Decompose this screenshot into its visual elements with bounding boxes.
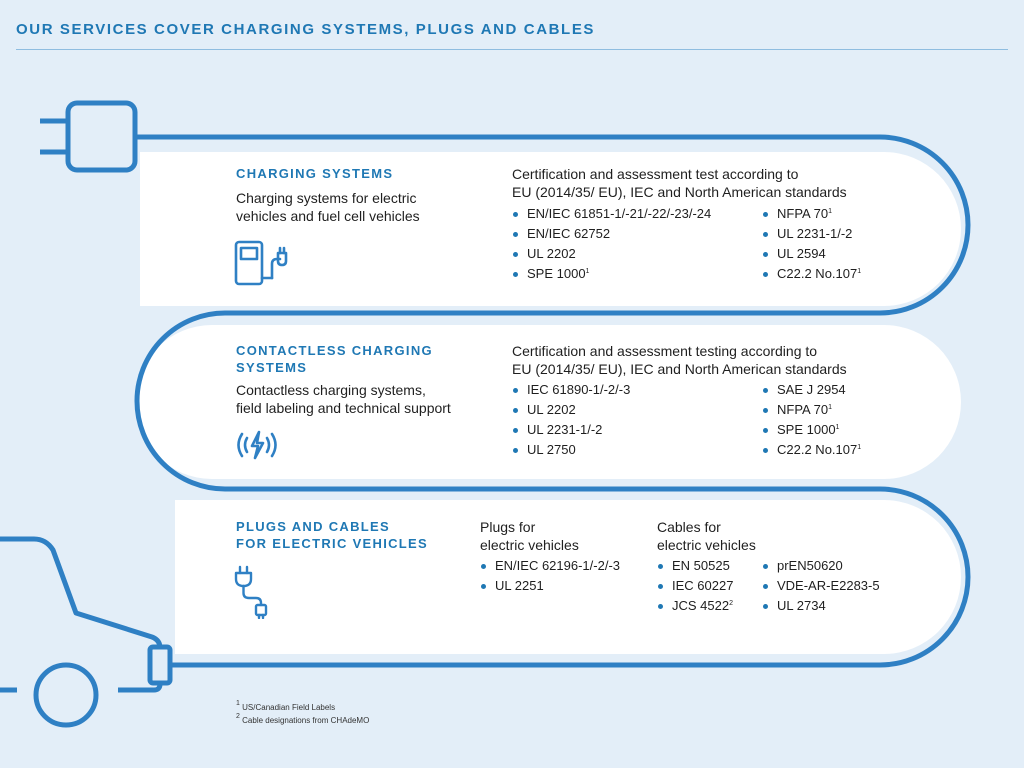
list-item — [480, 576, 620, 596]
heading-line: CONTACTLESS CHARGING — [236, 343, 433, 358]
title-divider — [16, 49, 1008, 50]
footnote-ref: 1 — [835, 424, 840, 431]
intro-line: Certification and assessment test according to — [512, 166, 799, 182]
standard-name: IEC 61890-1/-2/-3 — [527, 382, 631, 397]
standards-list-left — [512, 204, 711, 284]
standard-name: UL 2202 — [527, 402, 576, 417]
standard-name: UL 2734 — [777, 598, 826, 613]
intro-line: Plugs for — [480, 519, 536, 535]
list-item — [762, 264, 861, 284]
section-heading — [236, 342, 506, 376]
list-item — [762, 440, 861, 460]
description-line: vehicles and fuel cell vehicles — [236, 208, 420, 224]
wireless-charging-icon — [232, 428, 282, 462]
section-plugs-cables — [236, 518, 466, 552]
section-intro — [512, 342, 847, 378]
standards-list-right — [762, 380, 861, 460]
standard-name: C22.2 No.107 — [777, 266, 858, 281]
standard-name: IEC 60227 — [672, 578, 734, 593]
standard-name: NFPA 70 — [777, 402, 829, 417]
section-intro — [512, 165, 847, 201]
standard-name: UL 2251 — [495, 578, 544, 593]
list-item — [657, 556, 733, 576]
standard-name: NFPA 70 — [777, 206, 829, 221]
cables-list-right — [762, 556, 880, 616]
footnote-ref: 1 — [857, 268, 862, 275]
footnote-number: 1 — [236, 700, 240, 707]
standard-name: EN/IEC 61851-1/-21/-22/-23/-24 — [527, 206, 712, 221]
standard-name: UL 2594 — [777, 246, 826, 261]
standard-name: JCS 4522 — [672, 598, 730, 613]
standard-name: UL 2202 — [527, 246, 576, 261]
list-item — [762, 244, 861, 264]
description-line: Charging systems for electric — [236, 190, 417, 206]
section-heading — [236, 518, 466, 552]
section-contactless-charging — [236, 342, 506, 417]
plugs-list — [480, 556, 620, 596]
standard-name: prEN50620 — [777, 558, 843, 573]
list-item — [512, 204, 711, 224]
list-item — [512, 400, 630, 420]
cables-list-left — [657, 556, 733, 616]
description-line: Contactless charging systems, — [236, 382, 426, 398]
standard-name: SAE J 2954 — [777, 382, 846, 397]
list-item — [480, 556, 620, 576]
list-item — [657, 576, 733, 596]
list-item — [762, 400, 861, 420]
intro-line: EU (2014/35/ EU), IEC and North American standards — [512, 361, 847, 377]
standard-name: SPE 1000 — [777, 422, 836, 437]
section-description — [236, 189, 496, 225]
list-item — [512, 440, 630, 460]
plug-cable-icon — [232, 565, 272, 619]
intro-line: Certification and assessment testing according to — [512, 343, 818, 359]
list-item — [512, 244, 711, 264]
standard-name: UL 2231-1/-2 — [527, 422, 603, 437]
footnote-ref: 1 — [857, 444, 862, 451]
section-charging-systems — [236, 165, 496, 225]
heading-line: CHARGING SYSTEMS — [236, 166, 394, 181]
page-title: OUR SERVICES COVER CHARGING SYSTEMS, PLUGS AND CABLES — [16, 21, 596, 38]
standard-name: EN/IEC 62752 — [527, 226, 611, 241]
list-item — [512, 420, 630, 440]
intro-line: electric vehicles — [657, 537, 756, 553]
list-item — [762, 204, 861, 224]
intro-line: Cables for — [657, 519, 721, 535]
standard-name: EN 50525 — [672, 558, 730, 573]
footnote — [236, 713, 370, 726]
footnote-text: US/Canadian Field Labels — [242, 703, 336, 712]
cables-title — [657, 518, 756, 554]
standard-name: EN/IEC 62196-1/-2/-3 — [495, 558, 621, 573]
standards-list-left — [512, 380, 630, 460]
heading-line: FOR ELECTRIC VEHICLES — [236, 536, 428, 551]
description-line: field labeling and technical support — [236, 400, 451, 416]
footnote-ref: 2 — [729, 600, 733, 607]
standard-name: C22.2 No.107 — [777, 442, 858, 457]
list-item — [762, 420, 861, 440]
plugs-title — [480, 518, 579, 554]
heading-line: SYSTEMS — [236, 360, 308, 375]
list-item — [762, 380, 861, 400]
list-item — [512, 380, 630, 400]
footnote-ref: 1 — [828, 208, 832, 215]
footnote-ref: 1 — [585, 268, 590, 275]
standard-name: SPE 1000 — [527, 266, 586, 281]
heading-line: PLUGS AND CABLES — [236, 519, 390, 534]
section-heading — [236, 165, 496, 182]
standard-name: UL 2750 — [527, 442, 576, 457]
standard-name: UL 2231-1/-2 — [777, 226, 853, 241]
footnote-ref: 1 — [828, 404, 832, 411]
footnote — [236, 700, 336, 713]
standard-name: VDE-AR-E2283-5 — [777, 578, 880, 593]
car-graphic — [0, 539, 170, 725]
standards-list-right — [762, 204, 861, 284]
list-item — [657, 596, 733, 616]
list-item — [762, 576, 880, 596]
list-item — [762, 224, 861, 244]
charging-station-icon — [234, 240, 294, 286]
footnote-text: Cable designations from CHAdeMO — [242, 716, 370, 725]
section-description — [236, 381, 506, 417]
intro-line: EU (2014/35/ EU), IEC and North American standards — [512, 184, 847, 200]
footnote-number: 2 — [236, 713, 240, 720]
list-item — [762, 556, 880, 576]
intro-line: electric vehicles — [480, 537, 579, 553]
list-item — [512, 224, 711, 244]
list-item — [512, 264, 711, 284]
list-item — [762, 596, 880, 616]
plug-graphic — [40, 103, 135, 170]
